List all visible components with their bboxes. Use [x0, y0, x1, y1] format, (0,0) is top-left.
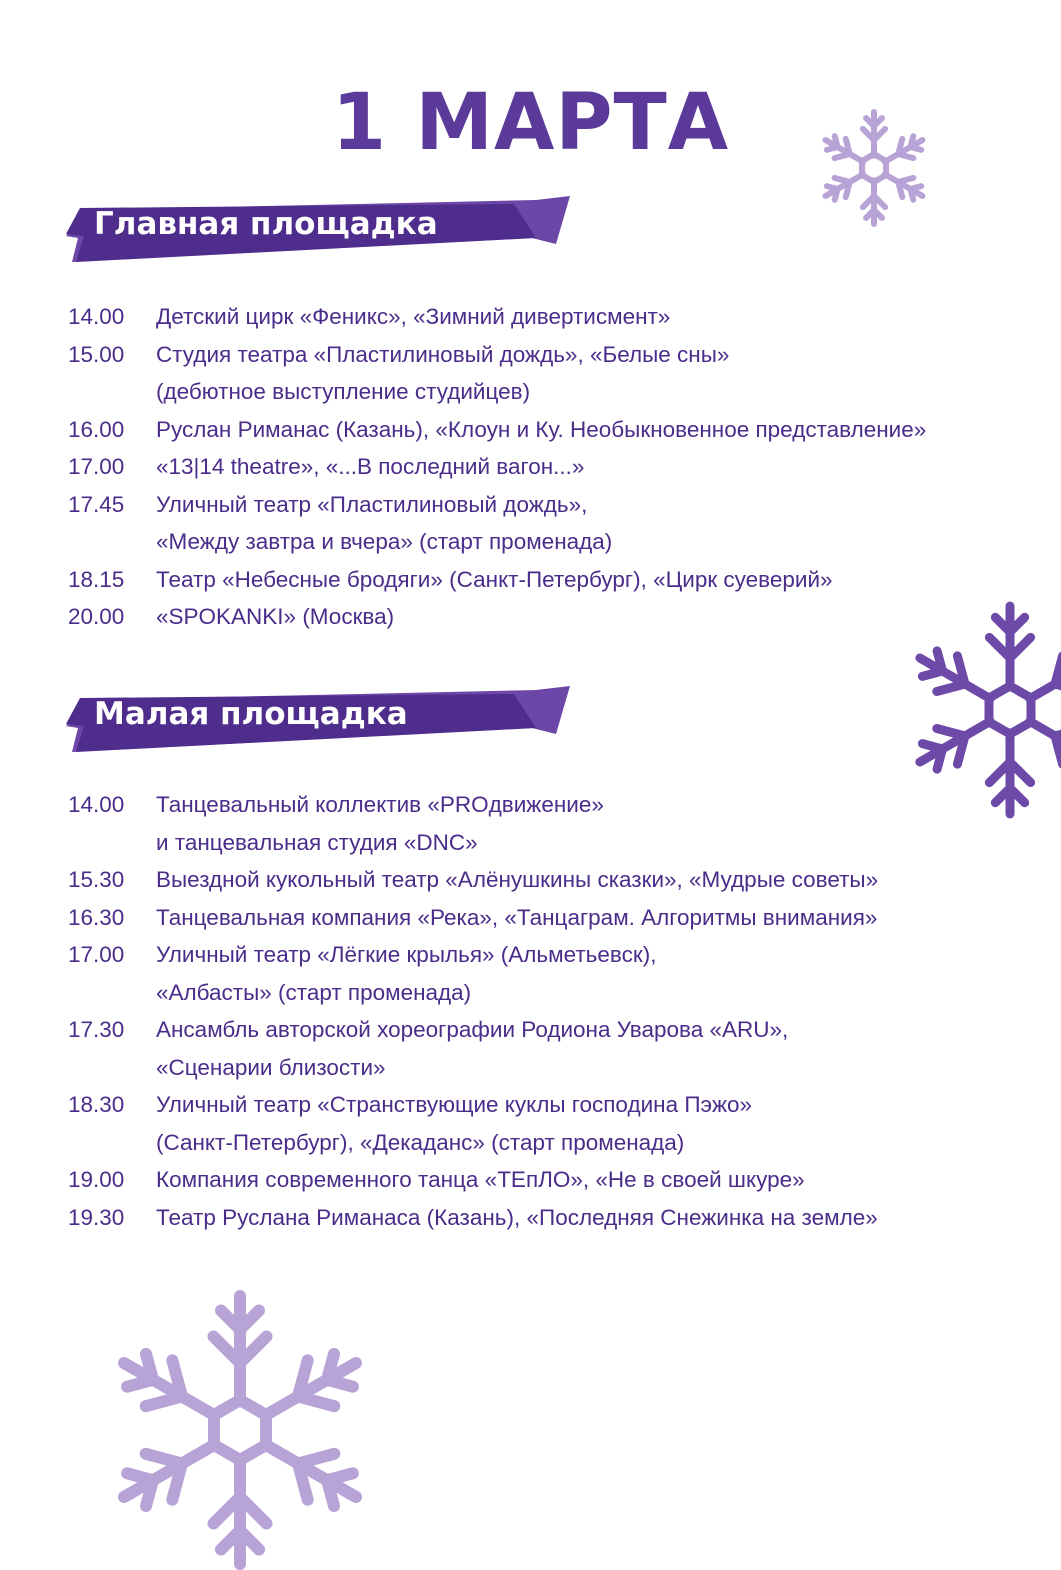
event-time: 18.15	[68, 566, 125, 592]
event-time: 17.45	[68, 491, 125, 517]
snowflake-icon	[100, 1290, 380, 1570]
list-item	[68, 786, 878, 824]
event-time: 19.30	[68, 1204, 125, 1230]
page-title: 1 МАРТА	[331, 78, 730, 168]
event-description: Руслан Риманас (Казань), «Клоун и Ку. Необыкновенное представление»	[156, 416, 927, 442]
list-item	[68, 598, 926, 636]
event-description: «Между завтра и вчера» (старт променада)	[156, 529, 613, 554]
event-description: (Санкт-Петербург), «Декаданс» (старт променада)	[156, 1129, 685, 1155]
snowflake-icon	[812, 106, 936, 230]
event-description: Танцевальный коллектив «PROдвижение»	[156, 792, 604, 817]
event-time: 17.00	[68, 942, 125, 967]
event-description: «Сценарии близости»	[156, 1054, 386, 1080]
list-item	[68, 1161, 878, 1199]
section-banner-small	[66, 686, 570, 754]
list-item	[68, 1199, 878, 1237]
event-description: «13|14 theatre», «...В последний вагон...»	[156, 454, 585, 479]
event-description: Танцевальная компания «Река», «Танцаграм. Алгоритмы внимания»	[156, 904, 878, 930]
event-description: Уличный театр «Пластилиновый дождь»,	[156, 491, 588, 517]
event-description: и танцевальная студия «DNC»	[156, 829, 478, 855]
section-heading: Главная площадка	[94, 206, 438, 242]
list-item	[68, 561, 926, 599]
event-time: 18.30	[68, 1092, 125, 1117]
event-description: «SPOKANKI» (Москва)	[156, 604, 395, 629]
event-time: 14.00	[68, 792, 125, 817]
list-item-continuation	[68, 1049, 878, 1087]
list-item-continuation	[68, 824, 878, 862]
list-item	[68, 336, 926, 374]
snowflake-icon	[900, 600, 1061, 820]
event-description: Уличный театр «Лёгкие крылья» (Альметьевск),	[156, 942, 657, 967]
event-description: Театр Руслана Риманаса (Казань), «Последняя Снежинка на земле»	[156, 1204, 878, 1230]
event-time: 20.00	[68, 604, 125, 629]
list-item	[68, 411, 926, 449]
event-time: 17.30	[68, 1017, 125, 1042]
event-time: 16.30	[68, 904, 125, 930]
event-description: Театр «Небесные бродяги» (Санкт-Петербург), «Цирк суеверий»	[156, 566, 833, 592]
list-item	[68, 448, 926, 486]
event-time: 19.00	[68, 1167, 125, 1192]
list-item-continuation	[68, 373, 926, 411]
event-description: Студия театра «Пластилиновый дождь», «Белые сны»	[156, 341, 730, 367]
schedule-list-small	[68, 786, 878, 1236]
list-item	[68, 486, 926, 524]
list-item	[68, 1011, 878, 1049]
list-item	[68, 1086, 878, 1124]
event-description: Ансамбль авторской хореографии Родиона Уварова «ARU»,	[156, 1017, 789, 1042]
event-description: Компания современного танца «ТЕпЛО», «Не в своей шкуре»	[156, 1167, 805, 1192]
event-time: 17.00	[68, 454, 125, 479]
event-time: 14.00	[68, 304, 125, 329]
event-description: Детский цирк «Феникс», «Зимний дивертисмент»	[156, 304, 671, 329]
list-item-continuation	[68, 974, 878, 1012]
event-time: 15.00	[68, 341, 125, 367]
event-description: «Албасты» (старт променада)	[156, 979, 472, 1005]
schedule-list-main	[68, 298, 926, 636]
section-heading: Малая площадка	[94, 696, 408, 732]
event-description: Уличный театр «Странствующие куклы господина Пэжо»	[156, 1092, 753, 1117]
list-item	[68, 861, 878, 899]
section-banner-main	[66, 196, 570, 264]
event-description: (дебютное выступление студийцев)	[156, 379, 531, 404]
list-item-continuation	[68, 1124, 878, 1162]
event-time: 16.00	[68, 416, 125, 442]
list-item-continuation	[68, 523, 926, 561]
list-item	[68, 899, 878, 937]
list-item	[68, 936, 878, 974]
event-time: 15.30	[68, 867, 125, 892]
event-description: Выездной кукольный театр «Алёнушкины сказки», «Мудрые советы»	[156, 867, 879, 892]
list-item	[68, 298, 926, 336]
